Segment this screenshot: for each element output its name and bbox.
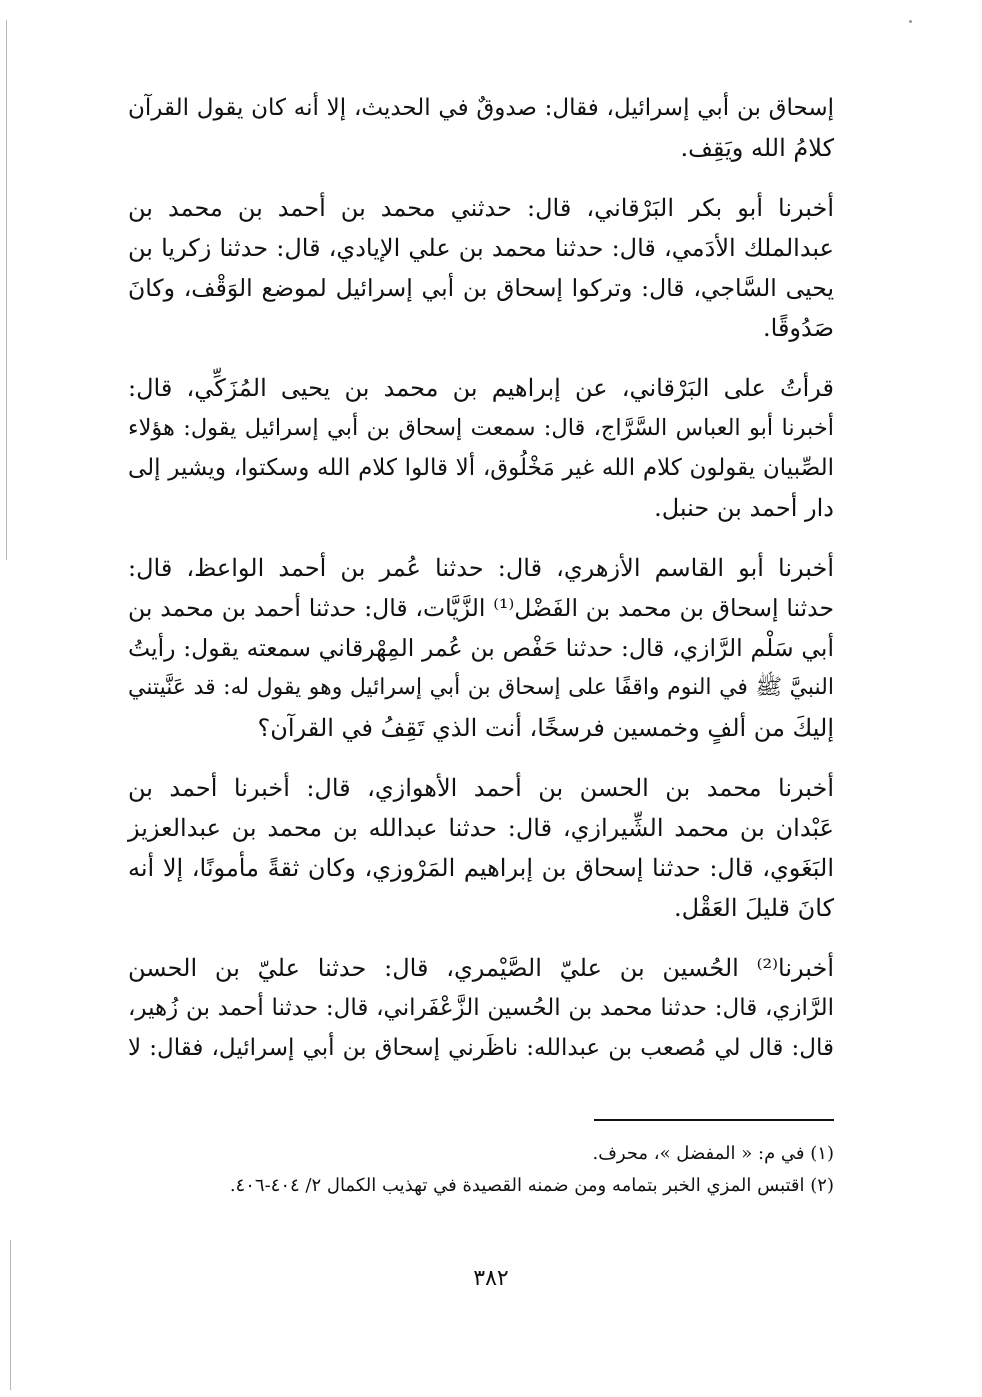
main-text [128,88,834,1088]
footnote-1: (١) في م: « المفضل »، محرف. [592,1143,834,1164]
text-line: إسحاق بن أبي إسرائيل، فقال: صدوقٌ في الحديث، إلا أنه كان يقول القرآن [128,95,834,121]
text-line: قرأتُ على البَرْقاني، عن إبراهيم بن محمد بن يحيى المُزَكِّي، قال: [128,374,834,402]
text-line: إليكَ من ألفٍ وخمسين فرسخًا، أنت الذي تَقِفُ في القرآن؟ [257,714,834,742]
footnotes [128,1138,834,1202]
footnote-separator [594,1119,834,1121]
paragraph-5 [128,768,834,928]
text-line: حدثنا إسحاق بن محمد بن الفَضْل⁽¹⁾ الزَّيَّات، قال: حدثنا أحمد بن محمد بن [128,594,834,622]
scan-edge-left-lower [10,1240,11,1390]
text-line: الصِّبيان يقولون كلام الله غير مَخْلُوق، ألا قالوا كلام الله وسكتوا، ويشير إلى [128,455,834,481]
scan-edge-left [6,20,7,560]
text-line: كانَ قليلَ العَقْل. [674,894,834,922]
text-line: عبدالملك الأدَمي، قال: حدثنا محمد بن علي الإيادي، قال: حدثنا زكريا بن [128,234,834,262]
text-line: البَغَوي، قال: حدثنا إسحاق بن إبراهيم المَرْوزي، وكان ثقةً مأمونًا، إلا أنه [128,854,834,882]
text-line: صَدُوقًا. [763,314,834,342]
text-line: أخبرنا⁽²⁾ الحُسين بن عليّ الصَّيْمري، قال: حدثنا عليّ بن الحسن [128,954,834,982]
text-line: أخبرنا أبو العباس السَّرَّاج، قال: سمعت إسحاق بن أبي إسرائيل يقول: هؤلاء [128,415,834,441]
text-line: النبيَّ ﷺ في النوم واقفًا على إسحاق بن أبي إسرائيل وهو يقول له: قد عَنَّيتني [128,675,834,700]
text-line: الرَّازي، قال: حدثنا محمد بن الحُسين الزَّعْفَراني، قال: حدثنا أحمد بن زُهير، [128,995,834,1021]
text-line: أبي سَلْم الرَّازي، قال: حدثنا حَفْص بن عُمر المِهْرقاني سمعته يقول: رأيتُ [128,634,834,662]
paragraph-1 [128,88,834,168]
text-line: أخبرنا محمد بن الحسن بن أحمد الأهوازي، قال: أخبرنا أحمد بن [128,774,834,802]
text-line: يحيى السَّاجي، قال: وتركوا إسحاق بن أبي إسرائيل لموضع الوَقْف، وكانَ [128,274,834,302]
text-line: كلامُ الله ويَقِف. [680,134,834,162]
paragraph-3 [128,368,834,528]
paragraph-4 [128,548,834,748]
footnote-2: (٢) اقتبس المزي الخبر بتمامه ومن ضمنه القصيدة في تهذيب الكمال ٢/ ٤٠٤-٤٠٦. [229,1175,834,1196]
text-line: عَبْدان بن محمد الشِّيرازي، قال: حدثنا عبدالله بن محمد بن عبدالعزيز [128,814,834,842]
page-number: ٣٨٢ [473,1266,509,1291]
text-line: قال: قال لي مُصعب بن عبدالله: ناظَرني إسحاق بن أبي إسرائيل، فقال: لا [128,1035,834,1061]
text-line: أخبرنا أبو بكر البَرْقاني، قال: حدثني محمد بن أحمد بن محمد بن [128,194,834,222]
text-line: دار أحمد بن حنبل. [654,494,834,522]
paragraph-6 [128,948,834,1068]
paragraph-2 [128,188,834,348]
text-line: أخبرنا أبو القاسم الأزهري، قال: حدثنا عُمر بن أحمد الواعظ، قال: [128,554,834,582]
scan-speck [909,20,912,23]
